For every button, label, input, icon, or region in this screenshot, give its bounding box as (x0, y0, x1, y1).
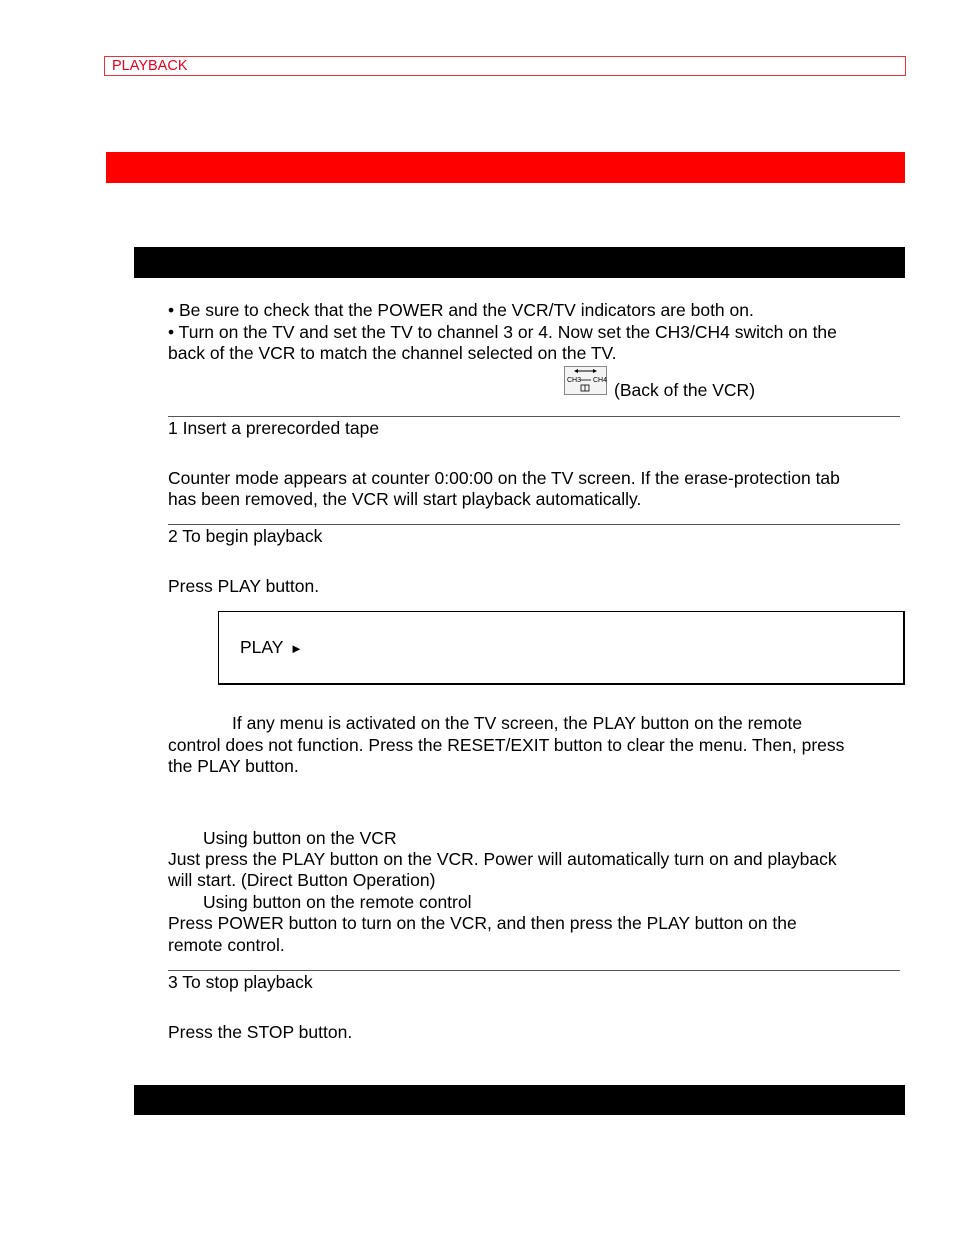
prep-bullet-power: • Be sure to check that the POWER and the VCR/TV indicators are both on. (168, 300, 754, 320)
step-2-text: Press PLAY button. (168, 576, 320, 596)
vcr-button-text: Just press the PLAY button on the VCR. Power will automatically turn on and playback (168, 849, 837, 869)
step-1-text: Counter mode appears at counter 0:00:00 on the TV screen. If the erase-protection tab (168, 468, 840, 488)
step-3-text: Press the STOP button. (168, 1022, 353, 1042)
play-icon: ► (290, 641, 303, 656)
title-banner (106, 152, 905, 183)
vcr-button-heading: Using button on the VCR (203, 828, 397, 848)
switch-icon-caption: (Back of the VCR) (614, 380, 756, 400)
step-1-text-cont: has been removed, the VCR will start playback automatically. (168, 489, 642, 509)
remote-button-heading: Using button on the remote control (203, 892, 472, 912)
divider (168, 416, 900, 417)
page-header-box (104, 56, 906, 76)
step-2-title: 2 To begin playback (168, 526, 323, 546)
ch3-ch4-switch-icon (564, 366, 607, 395)
remote-button-text: Press POWER button to turn on the VCR, and then press the PLAY button on the (168, 913, 797, 933)
note-line-1: If any menu is activated on the TV screen, the PLAY button on the remote (232, 713, 803, 733)
note-line-2: control does not function. Press the RESET/EXIT button to clear the menu. Then, press (168, 735, 845, 755)
play-button-label: PLAY (240, 637, 284, 657)
play-button-panel (218, 611, 905, 685)
remote-button-text-cont: remote control. (168, 935, 285, 955)
section-bar-top (134, 247, 905, 278)
step-3-title: 3 To stop playback (168, 972, 313, 992)
ch4-label: CH4 (593, 377, 607, 384)
divider (168, 970, 900, 971)
section-label: PLAYBACK (112, 58, 188, 74)
divider (168, 524, 900, 525)
prep-bullet-channel-cont: back of the VCR to match the channel selected on the TV. (168, 343, 617, 363)
vcr-button-text-cont: will start. (Direct Button Operation) (168, 870, 436, 890)
note-line-3: the PLAY button. (168, 756, 299, 776)
prep-bullet-channel: • Turn on the TV and set the TV to channel 3 or 4. Now set the CH3/CH4 switch on the (168, 322, 837, 342)
play-button-figure (240, 637, 303, 659)
step-1-title: 1 Insert a prerecorded tape (168, 418, 380, 438)
section-bar-bottom (134, 1085, 905, 1115)
ch3-label: CH3 (567, 377, 582, 384)
